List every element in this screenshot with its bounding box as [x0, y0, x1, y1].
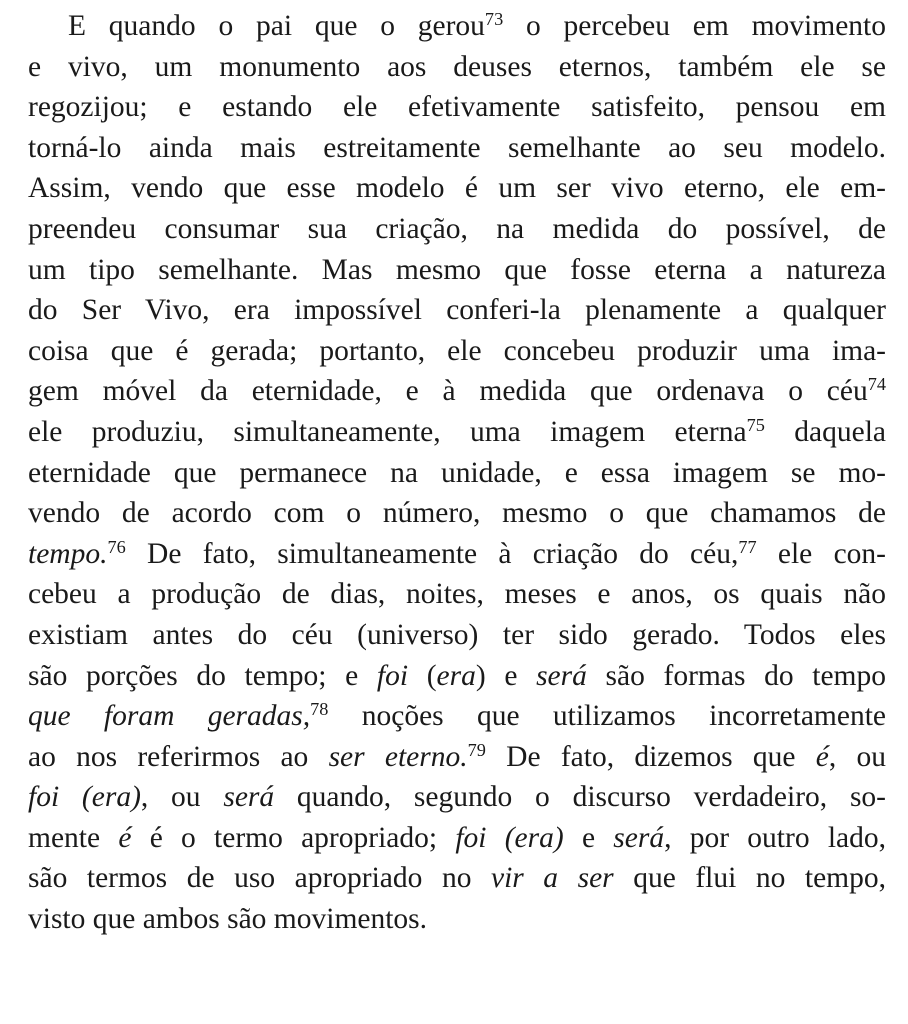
- text-run: quando, segundo o discurso verdadeiro, so-: [274, 781, 887, 814]
- text-run: E quando o pai que o gerou: [68, 10, 485, 42]
- text-line: [28, 47, 886, 88]
- text-line: [28, 615, 886, 656]
- text-run: (: [408, 659, 437, 692]
- text-line: [28, 534, 886, 575]
- footnote-reference: 75: [746, 414, 765, 435]
- text-run: Assim, vendo que esse modelo é um ser vivo eterno, ele em-: [28, 172, 886, 205]
- footnote-reference: 79: [467, 739, 486, 760]
- text-run: ao nos referirmos ao: [28, 740, 329, 773]
- text-run: cebeu a produção de dias, noites, meses e anos, os quais não: [28, 578, 886, 611]
- text-run: ele con-: [756, 537, 886, 570]
- italic-text: foi: [376, 659, 409, 692]
- footnote-reference: 76: [107, 536, 126, 557]
- text-run: do Ser Vivo, era impossível conferi-la plenamente a qualquer: [28, 294, 886, 327]
- text-run: ele produziu, simultaneamente, uma imagem eterna: [28, 415, 747, 448]
- text-run: noções que utilizamos incorretamente: [328, 700, 886, 733]
- italic-text: é: [118, 821, 132, 854]
- text-run: ) e: [475, 659, 537, 692]
- text-line: [28, 777, 886, 818]
- text-run: daquela: [764, 415, 886, 448]
- text-line: [28, 453, 886, 494]
- text-run: o percebeu em movimento: [503, 10, 886, 42]
- text-line: [28, 250, 886, 291]
- text-line: [28, 128, 886, 169]
- italic-text: foi (era): [455, 821, 564, 854]
- italic-text: que foram geradas,: [28, 700, 311, 733]
- italic-text: ser eterno.: [328, 740, 468, 773]
- text-run: preendeu consumar sua criação, na medida do possível, de: [28, 212, 886, 245]
- text-line: [28, 696, 886, 737]
- text-line: [28, 656, 886, 697]
- text-line: [28, 737, 886, 778]
- text-run: , ou: [828, 740, 887, 773]
- text-run: que flui no tempo,: [613, 862, 887, 895]
- text-run: eternidade que permanece na unidade, e essa imagem se mo-: [28, 456, 886, 489]
- italic-text: vir a ser: [490, 862, 614, 895]
- italic-text: tempo.: [28, 537, 108, 570]
- text-run: coisa que é gerada; portanto, ele concebeu produzir uma ima-: [28, 334, 886, 367]
- text-line: [28, 574, 886, 615]
- text-line: [28, 209, 886, 250]
- text-run: visto que ambos são movimentos.: [28, 903, 428, 936]
- text-run: são porções do tempo; e: [28, 659, 377, 692]
- text-run: e: [563, 821, 614, 854]
- text-line: [28, 6, 886, 47]
- text-line: [28, 818, 886, 859]
- text-line: [28, 858, 886, 899]
- text-line: [28, 899, 886, 940]
- text-run: mente: [28, 821, 119, 854]
- italic-text: será: [613, 821, 665, 854]
- italic-text: é: [815, 740, 829, 773]
- italic-text: será: [536, 659, 587, 692]
- text-run: existiam antes do céu (universo) ter sido gerado. Todos eles: [28, 618, 886, 651]
- text-run: são formas do tempo: [586, 659, 886, 692]
- text-run: regozijou; e estando ele efetivamente satisfeito, pensou em: [28, 91, 886, 124]
- text-run: De fato, dizemos que: [485, 740, 816, 773]
- text-run: , por outro lado,: [664, 821, 886, 854]
- text-run: torná-lo ainda mais estreitamente semelhante ao seu modelo.: [28, 131, 886, 164]
- italic-text: será: [223, 781, 275, 814]
- text-run: vendo de acordo com o número, mesmo o que chamamos de: [28, 497, 886, 530]
- text-line: [28, 412, 886, 453]
- body-paragraph: [28, 6, 886, 940]
- text-run: são termos de uso apropriado no: [28, 862, 491, 895]
- italic-text: era: [436, 659, 476, 692]
- text-run: e vivo, um monumento aos deuses eternos, também ele se: [28, 50, 886, 83]
- document-page: [28, 6, 886, 940]
- text-run: gem móvel da eternidade, e à medida que ordenava o céu: [28, 375, 868, 408]
- text-run: , ou: [140, 781, 224, 814]
- text-line: [28, 371, 886, 412]
- text-run: é o termo apropriado;: [131, 821, 456, 854]
- footnote-reference: 78: [310, 699, 329, 720]
- text-run: um tipo semelhante. Mas mesmo que fosse eterna a natureza: [28, 253, 886, 286]
- text-run: De fato, simultaneamente à criação do céu,: [125, 537, 739, 570]
- footnote-reference: 73: [484, 8, 504, 29]
- italic-text: foi (era): [28, 781, 141, 814]
- text-line: [28, 168, 886, 209]
- text-line: [28, 87, 886, 128]
- text-line: [28, 290, 886, 331]
- text-line: [28, 493, 886, 534]
- footnote-reference: 77: [738, 536, 757, 557]
- text-line: [28, 331, 886, 372]
- footnote-reference: 74: [867, 374, 886, 395]
